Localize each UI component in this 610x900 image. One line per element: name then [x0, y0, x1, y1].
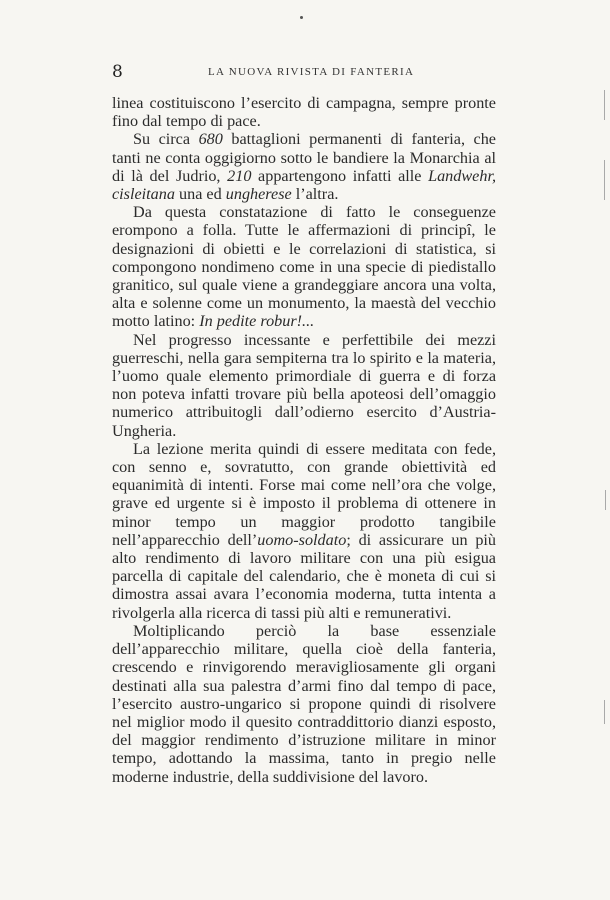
paragraph-2: Su circa 680 battaglioni permanenti di fanteria, che tanti ne conta oggigiorno sotto le bandiere la Monarchia al di là del Judrio, 210 appartengono infatti alle Landwehr, cisleitana una ed ungherese l’altra. [112, 130, 496, 204]
paragraph-4: Nel progresso incessante e perfettibile dei mezzi guerreschi, nella gara sempiterna tra lo spirito e la materia, l’uomo quale elemento primordiale di guerra e di forza non poteva infatti trovare più bella apoteosi dell’omaggio numerico attribuitogli dall’odierno esercito d’Austria-Ungheria. [112, 330, 496, 440]
edge-mark [604, 700, 605, 724]
italic-number: 210 [227, 166, 252, 185]
paragraph-1: linea costituiscono l’esercito di campagna, sempre pronte fino dal tempo di pace. [112, 94, 496, 131]
italic-term: uomo-soldato [257, 530, 347, 549]
page-header [112, 62, 502, 86]
edge-mark [604, 90, 605, 120]
italic-number: 680 [198, 130, 223, 149]
italic-motto: In pedite robur!... [199, 312, 315, 331]
edge-mark [605, 490, 606, 510]
edge-mark [604, 160, 605, 200]
italic-term: ungherese [225, 185, 292, 204]
running-head: LA NUOVA RIVISTA DI FANTERIA [208, 66, 415, 78]
paragraph-3: Da questa constatazione di fatto le conseguenze erompono a folla. Tutte le affermazioni di principî, le designazioni di obietti e le correlazioni di statistica, si compongono nondimeno come in una specie di piedistallo granitico, sul quale viene a grandeggiare ancora una volta, alta e solenne come un monumento, la maestà del vecchio motto latino: In pedite robur!... [112, 203, 496, 331]
paragraph-5: La lezione merita quindi di essere meditata con fede, con senno e, sovratutto, con grande obiettività ed equanimità di intenti. Forse mai come nell’ora che volge, grave ed urgente si è imposto il problema di ottenere in minor tempo un maggior prodotto tangibile nell’apparecchio dell’uomo-soldato; di assicurare un più alto rendimento di lavoro militare con una più esigua parcella di capitale del calendario, che è moneta di cui si dimostra assai avara l’economia moderna, tutta intenta a rivolgerla alla ricerca di tassi più alti e remunerativi. [112, 439, 497, 622]
paragraph-6: Moltiplicando perciò la base essenziale dell’apparecchio militare, quella cioè della fanteria, crescendo e rinvigorendo meravigliosamente gli organi destinati alla sua palestra d’armi fino dal tempo di pace, l’esercito austro-ungarico si propone quindi di risolvere nel miglior modo il quesito contraddittorio dianzi esposto, del maggior rendimento d’istruzione militare in minor tempo, adottando la massima, tanto in pregio nelle moderne industrie, della suddivisione del lavoro. [112, 621, 496, 786]
italic-term: Landwehr, cisleitana [112, 166, 496, 204]
ink-dot [300, 16, 303, 19]
page-number: 8 [112, 62, 123, 82]
body-text [112, 94, 496, 786]
